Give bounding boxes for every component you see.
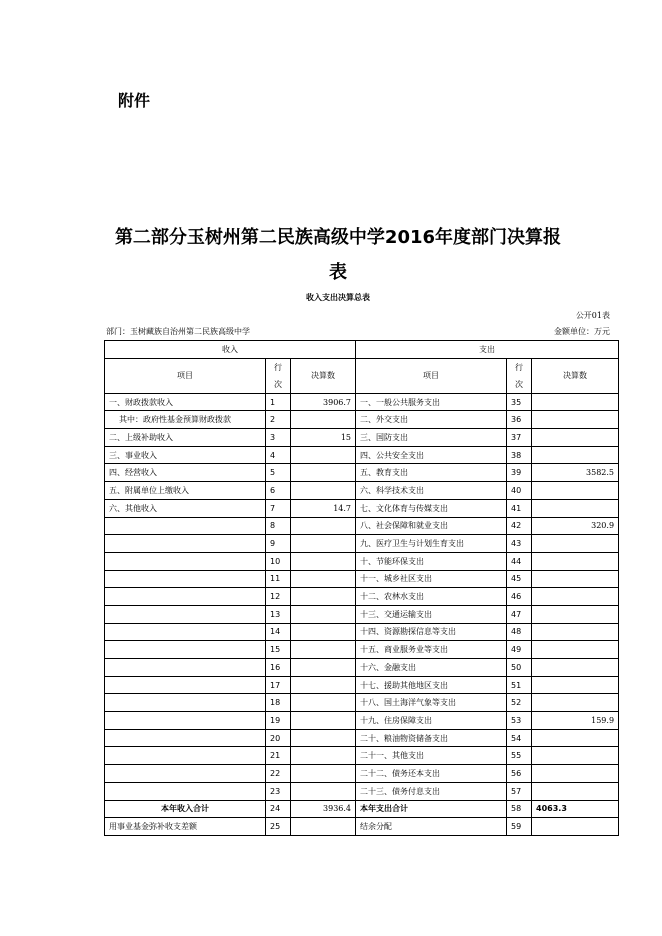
line-header-top: 行	[515, 362, 524, 372]
table-row	[105, 446, 619, 464]
table-row	[105, 393, 619, 411]
expense-item: 十三、交通运输支出	[356, 605, 507, 623]
income-item-header: 项目	[105, 358, 266, 393]
income-item: 四、经营收入	[105, 464, 266, 482]
expense-item: 十四、资源勘探信息等支出	[356, 623, 507, 641]
income-line: 6	[266, 482, 291, 500]
income-amount	[291, 694, 356, 712]
table-row	[105, 429, 619, 447]
table-row	[105, 659, 619, 677]
income-amount	[291, 729, 356, 747]
income-expense-table	[104, 340, 619, 836]
expense-item: 八、社会保障和就业支出	[356, 517, 507, 535]
table-row	[105, 482, 619, 500]
income-line: 10	[266, 552, 291, 570]
expense-line: 41	[507, 499, 532, 517]
income-line: 16	[266, 659, 291, 677]
income-item: 其中：政府性基金预算财政拨款	[105, 411, 266, 429]
expense-item: 二十三、债务付息支出	[356, 782, 507, 800]
table-row	[105, 694, 619, 712]
expense-item: 三、国防支出	[356, 429, 507, 447]
expense-line: 49	[507, 641, 532, 659]
income-line: 21	[266, 747, 291, 765]
expense-item: 结余分配	[356, 818, 507, 836]
table-row	[105, 588, 619, 606]
line-header-top: 行	[274, 362, 282, 372]
table-row	[105, 782, 619, 800]
expense-line: 48	[507, 623, 532, 641]
income-item	[105, 570, 266, 588]
income-item	[105, 712, 266, 730]
expense-item-header: 项目	[356, 358, 507, 393]
expense-amount	[532, 429, 619, 447]
expense-amount	[532, 694, 619, 712]
expense-amount	[532, 552, 619, 570]
expense-amount: 320.9	[532, 517, 619, 535]
income-line: 14	[266, 623, 291, 641]
income-item	[105, 676, 266, 694]
department-label: 部门：玉树藏族自治州第二民族高级中学	[106, 327, 250, 336]
income-line: 15	[266, 641, 291, 659]
expense-line: 43	[507, 535, 532, 553]
income-line: 7	[266, 499, 291, 517]
expense-amount	[532, 641, 619, 659]
expense-item: 四、公共安全支出	[356, 446, 507, 464]
expense-line: 40	[507, 482, 532, 500]
income-item: 二、上级补助收入	[105, 429, 266, 447]
income-amount	[291, 747, 356, 765]
income-line: 24	[266, 800, 291, 818]
expense-line: 37	[507, 429, 532, 447]
expense-line-header	[507, 358, 532, 393]
expense-amount	[532, 818, 619, 836]
income-line: 20	[266, 729, 291, 747]
income-line: 18	[266, 694, 291, 712]
income-line: 22	[266, 765, 291, 783]
income-amount	[291, 712, 356, 730]
table-row	[105, 552, 619, 570]
income-amount	[291, 588, 356, 606]
expense-amount	[532, 446, 619, 464]
table-row	[105, 765, 619, 783]
income-amount	[291, 765, 356, 783]
table-row	[105, 605, 619, 623]
line-header-bottom: 次	[515, 379, 524, 389]
expense-item: 九、医疗卫生与计划生育支出	[356, 535, 507, 553]
income-amount	[291, 782, 356, 800]
income-line: 12	[266, 588, 291, 606]
income-line: 19	[266, 712, 291, 730]
expense-line: 52	[507, 694, 532, 712]
income-amount	[291, 552, 356, 570]
income-line: 8	[266, 517, 291, 535]
expense-amount	[532, 747, 619, 765]
expense-line: 36	[507, 411, 532, 429]
income-amount	[291, 605, 356, 623]
income-line: 3	[266, 429, 291, 447]
income-line: 23	[266, 782, 291, 800]
expense-item: 一、一般公共服务支出	[356, 393, 507, 411]
table-row	[105, 747, 619, 765]
expense-item: 十五、商业服务业等支出	[356, 641, 507, 659]
table-row	[105, 676, 619, 694]
income-item: 五、附属单位上缴收入	[105, 482, 266, 500]
expense-item: 十九、住房保障支出	[356, 712, 507, 730]
expense-item: 二十二、债务还本支出	[356, 765, 507, 783]
expense-item: 十二、农林水支出	[356, 588, 507, 606]
table-row	[105, 818, 619, 836]
income-line: 1	[266, 393, 291, 411]
income-item	[105, 729, 266, 747]
expense-item: 七、文化体育与传媒支出	[356, 499, 507, 517]
income-amount: 15	[291, 429, 356, 447]
table-subtitle: 收入支出决算总表	[306, 292, 370, 302]
income-item	[105, 623, 266, 641]
income-amount	[291, 676, 356, 694]
table-row	[105, 517, 619, 535]
income-amount	[291, 570, 356, 588]
income-line: 17	[266, 676, 291, 694]
expense-item: 十七、援助其他地区支出	[356, 676, 507, 694]
income-amount	[291, 464, 356, 482]
table-header-row	[105, 341, 619, 359]
income-line-header	[266, 358, 291, 393]
table-row	[105, 570, 619, 588]
income-item	[105, 588, 266, 606]
table-row	[105, 535, 619, 553]
expense-amount	[532, 659, 619, 677]
expense-amount	[532, 570, 619, 588]
expense-line: 44	[507, 552, 532, 570]
income-item	[105, 535, 266, 553]
expense-header: 支出	[356, 341, 619, 359]
expense-line: 42	[507, 517, 532, 535]
expense-amount: 3582.5	[532, 464, 619, 482]
income-item	[105, 747, 266, 765]
expense-line: 54	[507, 729, 532, 747]
expense-amount	[532, 411, 619, 429]
expense-line: 35	[507, 393, 532, 411]
table-row	[105, 623, 619, 641]
income-line: 2	[266, 411, 291, 429]
table-row	[105, 712, 619, 730]
unit-label: 金额单位：万元	[554, 327, 610, 336]
report-title-continued: 表	[329, 262, 347, 283]
income-item	[105, 659, 266, 677]
income-line: 25	[266, 818, 291, 836]
expense-item: 十、节能环保支出	[356, 552, 507, 570]
income-item	[105, 694, 266, 712]
expense-amount	[532, 535, 619, 553]
expense-item: 十六、金融支出	[356, 659, 507, 677]
income-item	[105, 641, 266, 659]
totals-row	[105, 800, 619, 818]
income-item	[105, 552, 266, 570]
income-item	[105, 782, 266, 800]
income-amount	[291, 535, 356, 553]
table-subheader-row	[105, 358, 619, 393]
expense-item: 六、科学技术支出	[356, 482, 507, 500]
table-row	[105, 411, 619, 429]
expense-line: 45	[507, 570, 532, 588]
income-item: 用事业基金弥补收支差额	[105, 818, 266, 836]
expense-amount	[532, 482, 619, 500]
expense-amount	[532, 605, 619, 623]
expense-amount-header: 决算数	[532, 358, 619, 393]
expense-amount	[532, 393, 619, 411]
expense-line: 57	[507, 782, 532, 800]
income-item: 三、事业收入	[105, 446, 266, 464]
expense-amount: 4063.3	[532, 800, 619, 818]
expense-item: 五、教育支出	[356, 464, 507, 482]
expense-amount	[532, 676, 619, 694]
expense-amount	[532, 499, 619, 517]
income-line: 11	[266, 570, 291, 588]
expense-line: 39	[507, 464, 532, 482]
expense-line: 55	[507, 747, 532, 765]
income-amount	[291, 446, 356, 464]
line-header-bottom: 次	[274, 379, 282, 389]
expense-item: 十一、城乡社区支出	[356, 570, 507, 588]
expense-amount	[532, 623, 619, 641]
expense-amount	[532, 765, 619, 783]
income-amount	[291, 623, 356, 641]
income-amount: 14.7	[291, 499, 356, 517]
income-amount	[291, 818, 356, 836]
table-row	[105, 499, 619, 517]
income-item: 一、财政拨款收入	[105, 393, 266, 411]
expense-amount: 159.9	[532, 712, 619, 730]
income-header: 收入	[105, 341, 356, 359]
expense-line: 58	[507, 800, 532, 818]
expense-line: 51	[507, 676, 532, 694]
income-amount: 3936.4	[291, 800, 356, 818]
report-title: 第二部分玉树州第二民族高级中学2016年度部门决算报	[114, 227, 562, 248]
expense-line: 38	[507, 446, 532, 464]
expense-item: 本年支出合计	[356, 800, 507, 818]
income-amount-header: 决算数	[291, 358, 356, 393]
income-amount	[291, 659, 356, 677]
income-line: 5	[266, 464, 291, 482]
expense-line: 47	[507, 605, 532, 623]
table-row	[105, 641, 619, 659]
expense-amount	[532, 782, 619, 800]
attachment-label: 附件	[118, 91, 151, 110]
table-row	[105, 729, 619, 747]
income-item	[105, 517, 266, 535]
table-row	[105, 464, 619, 482]
income-item	[105, 605, 266, 623]
expense-amount	[532, 588, 619, 606]
income-amount: 3906.7	[291, 393, 356, 411]
income-item	[105, 765, 266, 783]
income-line: 4	[266, 446, 291, 464]
expense-item: 十八、国土海洋气象等支出	[356, 694, 507, 712]
form-number: 公开01表	[575, 311, 610, 320]
expense-item: 二、外交支出	[356, 411, 507, 429]
expense-item: 二十、粮油物资储备支出	[356, 729, 507, 747]
income-amount	[291, 411, 356, 429]
income-amount	[291, 482, 356, 500]
expense-line: 46	[507, 588, 532, 606]
expense-item: 二十一、其他支出	[356, 747, 507, 765]
income-amount	[291, 641, 356, 659]
income-item: 本年收入合计	[105, 800, 266, 818]
income-line: 9	[266, 535, 291, 553]
expense-line: 50	[507, 659, 532, 677]
expense-amount	[532, 729, 619, 747]
income-amount	[291, 517, 356, 535]
expense-line: 56	[507, 765, 532, 783]
income-line: 13	[266, 605, 291, 623]
expense-line: 59	[507, 818, 532, 836]
income-item: 六、其他收入	[105, 499, 266, 517]
expense-line: 53	[507, 712, 532, 730]
